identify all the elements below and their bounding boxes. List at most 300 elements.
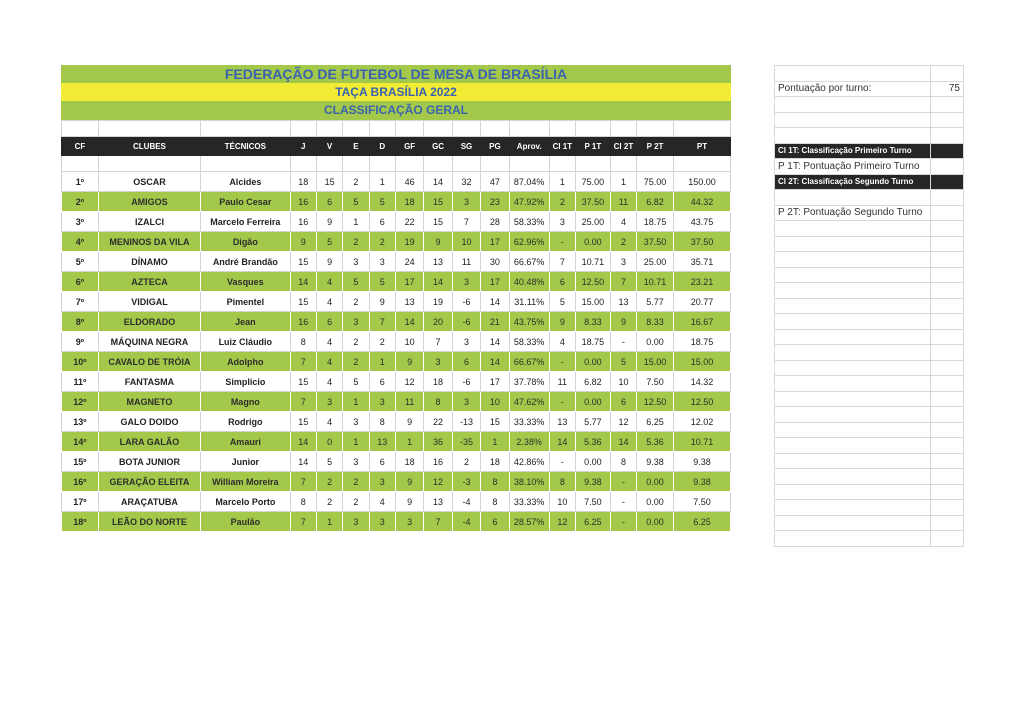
legend-row [775, 252, 964, 268]
empty-cell [424, 156, 452, 172]
table-row [62, 512, 731, 532]
coach-name: Vasques [201, 272, 291, 292]
table-cell: 10 [481, 392, 509, 412]
table-cell: 13 [424, 252, 452, 272]
table-cell: - [549, 452, 575, 472]
table-cell: 15 [481, 412, 509, 432]
table-cell: 0.00 [637, 472, 674, 492]
table-cell: 4º [62, 232, 99, 252]
legend-value-cell [931, 391, 964, 407]
coach-name: Junior [201, 452, 291, 472]
table-cell: 3 [452, 392, 480, 412]
table-cell: 16.67 [673, 312, 730, 332]
table-cell: 66.67% [509, 252, 549, 272]
legend-row [775, 143, 964, 159]
table-cell: 18 [395, 452, 423, 472]
legend-row [775, 531, 964, 547]
table-cell: 3 [343, 312, 369, 332]
empty-cell [452, 156, 480, 172]
legend-value-cell [931, 422, 964, 438]
club-name: CAVALO DE TRÓIA [98, 352, 200, 372]
coach-name: Marcelo Porto [201, 492, 291, 512]
table-cell: 0.00 [637, 492, 674, 512]
empty-cell [201, 156, 291, 172]
column-header: CLUBES [98, 137, 200, 156]
table-cell: 12º [62, 392, 99, 412]
table-cell: 18 [424, 372, 452, 392]
column-header: Cl 1T [549, 137, 575, 156]
table-cell: - [610, 472, 636, 492]
legend-table [774, 65, 964, 547]
legend-value-cell [931, 236, 964, 252]
empty-cell [98, 156, 200, 172]
legend-cell [775, 283, 931, 299]
table-cell: 12.50 [576, 272, 611, 292]
table-cell: 11 [610, 192, 636, 212]
table-cell: 28.57% [509, 512, 549, 532]
table-cell: 7.50 [673, 492, 730, 512]
table-cell: 7 [290, 392, 316, 412]
table-cell: 1 [343, 212, 369, 232]
legend-row [775, 391, 964, 407]
table-cell: 32 [452, 172, 480, 192]
legend-value-cell [931, 205, 964, 221]
legend-row [775, 205, 964, 221]
table-cell: -13 [452, 412, 480, 432]
table-cell: 9 [549, 312, 575, 332]
table-cell: 23 [481, 192, 509, 212]
legend-value-cell [931, 345, 964, 361]
legend-value-cell [931, 360, 964, 376]
empty-cell [610, 156, 636, 172]
table-cell: 9.38 [637, 452, 674, 472]
empty-cell [343, 156, 369, 172]
table-cell: 13 [610, 292, 636, 312]
table-cell: 14 [481, 332, 509, 352]
legend-value-cell [931, 329, 964, 345]
legend-row [775, 66, 964, 82]
table-cell: 3 [343, 512, 369, 532]
table-row [62, 392, 731, 412]
legend-row [775, 329, 964, 345]
section-title: CLASSIFICAÇÃO GERAL [61, 101, 731, 120]
table-row [62, 372, 731, 392]
coach-name: Simplicio [201, 372, 291, 392]
table-cell: 6 [316, 192, 342, 212]
table-cell: 8 [290, 332, 316, 352]
table-cell: 6.25 [673, 512, 730, 532]
legend-value-cell [931, 376, 964, 392]
table-row [62, 292, 731, 312]
table-cell: 9 [369, 292, 395, 312]
table-cell: -6 [452, 372, 480, 392]
table-cell: 2º [62, 192, 99, 212]
table-cell: 42.86% [509, 452, 549, 472]
legend-row [775, 128, 964, 144]
table-cell: 15 [316, 172, 342, 192]
table-cell: 18 [290, 172, 316, 192]
column-header: GC [424, 137, 452, 156]
empty-cell [576, 156, 611, 172]
legend-value-cell [931, 298, 964, 314]
table-cell: -4 [452, 512, 480, 532]
coach-name: William Moreira [201, 472, 291, 492]
table-cell: 7 [369, 312, 395, 332]
table-cell: 1º [62, 172, 99, 192]
table-cell: 9 [395, 492, 423, 512]
table-cell: 1 [316, 512, 342, 532]
table-cell: 31.11% [509, 292, 549, 312]
table-cell: 11 [549, 372, 575, 392]
legend-cell [775, 345, 931, 361]
table-cell: 5 [316, 232, 342, 252]
table-cell: 7 [549, 252, 575, 272]
coach-name: Luiz Cláudio [201, 332, 291, 352]
table-cell: 10.71 [576, 252, 611, 272]
table-cell: 3 [343, 452, 369, 472]
legend-key-dark: Cl 2T: Classificação Segundo Turno [775, 174, 931, 190]
legend-row [775, 453, 964, 469]
table-cell: 1 [610, 172, 636, 192]
table-cell: 4 [316, 332, 342, 352]
table-cell: 6 [452, 352, 480, 372]
table-cell: 2 [452, 452, 480, 472]
table-cell: 6.82 [637, 192, 674, 212]
table-row [62, 252, 731, 272]
empty-cell [290, 156, 316, 172]
table-cell: - [549, 232, 575, 252]
column-header: P 2T [637, 137, 674, 156]
legend-cell [775, 252, 931, 268]
empty-cell [316, 156, 342, 172]
legend-row [775, 81, 964, 97]
empty-cell [395, 156, 423, 172]
table-cell: 25.00 [637, 252, 674, 272]
table-cell: 14 [290, 432, 316, 452]
table-cell: 7 [424, 332, 452, 352]
column-header: SG [452, 137, 480, 156]
table-cell: 1 [369, 352, 395, 372]
legend-row [775, 500, 964, 516]
table-cell: 58.33% [509, 212, 549, 232]
header-row [62, 137, 731, 156]
table-cell: 33.33% [509, 412, 549, 432]
table-cell: 3 [343, 412, 369, 432]
table-cell: 9.38 [673, 452, 730, 472]
table-cell: 17 [395, 272, 423, 292]
table-cell: 3 [369, 252, 395, 272]
table-cell: 3 [452, 272, 480, 292]
table-cell: 16 [290, 212, 316, 232]
table-cell: 10 [452, 232, 480, 252]
table-cell: 2 [316, 472, 342, 492]
table-row [62, 472, 731, 492]
table-cell: 2.38% [509, 432, 549, 452]
coach-name: Rodrigo [201, 412, 291, 432]
table-cell: 14 [395, 312, 423, 332]
legend-value-cell [931, 453, 964, 469]
table-cell: 14 [290, 272, 316, 292]
table-cell: 14º [62, 432, 99, 452]
table-cell: 12.50 [637, 392, 674, 412]
table-cell: 17 [481, 372, 509, 392]
table-cell: 5 [549, 292, 575, 312]
table-cell: 1 [549, 172, 575, 192]
legend-cell [775, 453, 931, 469]
table-cell: 14 [290, 452, 316, 472]
coach-name: Pimentel [201, 292, 291, 312]
club-name: ELDORADO [98, 312, 200, 332]
table-cell: 8 [481, 472, 509, 492]
empty-cell [673, 121, 730, 137]
legend-row [775, 174, 964, 190]
table-cell: 5 [369, 192, 395, 212]
table-cell: 150.00 [673, 172, 730, 192]
table-cell: 2 [343, 292, 369, 312]
club-name: LEÃO DO NORTE [98, 512, 200, 532]
table-cell: 14 [481, 292, 509, 312]
table-cell: 7 [424, 512, 452, 532]
table-cell: 2 [343, 472, 369, 492]
table-cell: 17 [481, 232, 509, 252]
table-cell: 2 [369, 232, 395, 252]
legend-key: P 2T: Pontuação Segundo Turno [775, 205, 931, 221]
empty-cell [637, 156, 674, 172]
table-cell: 2 [343, 172, 369, 192]
table-cell: 18.75 [576, 332, 611, 352]
legend-row [775, 345, 964, 361]
table-row [62, 272, 731, 292]
table-cell: 14 [549, 432, 575, 452]
table-cell: 5.36 [637, 432, 674, 452]
table-row [62, 212, 731, 232]
legend-value-cell [931, 97, 964, 113]
table-cell: 5 [369, 272, 395, 292]
table-cell: 75.00 [637, 172, 674, 192]
legend-row [775, 422, 964, 438]
table-cell: 3 [369, 392, 395, 412]
legend-cell [775, 97, 931, 113]
table-cell: 87.04% [509, 172, 549, 192]
points-per-turn-value: 75 [931, 81, 964, 97]
table-cell: 14 [424, 172, 452, 192]
table-cell: 13 [395, 292, 423, 312]
coach-name: Paulo Cesar [201, 192, 291, 212]
table-cell: 4 [549, 332, 575, 352]
table-cell: -6 [452, 312, 480, 332]
table-cell: 10º [62, 352, 99, 372]
table-cell: 6 [481, 512, 509, 532]
table-cell: 2 [549, 192, 575, 212]
table-cell: 8 [610, 452, 636, 472]
legend-panel [774, 65, 963, 547]
table-cell: 9 [316, 252, 342, 272]
table-cell: 15.00 [576, 292, 611, 312]
legend-key-dark: Cl 1T: Classificação Primeiro Turno [775, 143, 931, 159]
table-cell: 37.78% [509, 372, 549, 392]
table-cell: 58.33% [509, 332, 549, 352]
legend-cell [775, 500, 931, 516]
table-cell: 4 [316, 272, 342, 292]
table-cell: 3 [343, 252, 369, 272]
table-cell: 4 [369, 492, 395, 512]
table-cell: 9.38 [673, 472, 730, 492]
table-cell: 2 [316, 492, 342, 512]
table-cell: 13º [62, 412, 99, 432]
legend-row [775, 97, 964, 113]
table-cell: 0.00 [576, 392, 611, 412]
table-cell: - [610, 512, 636, 532]
table-cell: 17 [481, 272, 509, 292]
club-name: VIDIGAL [98, 292, 200, 312]
coach-name: Paulão [201, 512, 291, 532]
table-cell: 15.00 [673, 352, 730, 372]
club-name: ARAÇATUBA [98, 492, 200, 512]
legend-cell [775, 422, 931, 438]
table-row [62, 412, 731, 432]
table-cell: 30 [481, 252, 509, 272]
legend-value-cell [931, 267, 964, 283]
table-cell: 5 [343, 272, 369, 292]
table-cell: 18 [395, 192, 423, 212]
legend-row [775, 515, 964, 531]
table-cell: 6.82 [576, 372, 611, 392]
empty-cell [62, 121, 99, 137]
legend-cell [775, 407, 931, 423]
table-cell: 18º [62, 512, 99, 532]
table-cell: 40.48% [509, 272, 549, 292]
legend-cell [775, 66, 931, 82]
table-cell: 13 [549, 412, 575, 432]
legend-value-cell [931, 314, 964, 330]
legend-value-cell [931, 469, 964, 485]
column-header: E [343, 137, 369, 156]
table-cell: 6º [62, 272, 99, 292]
legend-cell [775, 360, 931, 376]
table-cell: 3 [610, 252, 636, 272]
legend-value-cell [931, 174, 964, 190]
empty-cell [343, 121, 369, 137]
table-cell: 9.38 [576, 472, 611, 492]
table-cell: 6 [369, 452, 395, 472]
table-cell: 0.00 [576, 232, 611, 252]
table-cell: 0.00 [637, 512, 674, 532]
column-header: TÉCNICOS [201, 137, 291, 156]
empty-cell [509, 121, 549, 137]
table-cell: 15 [290, 252, 316, 272]
table-cell: 3º [62, 212, 99, 232]
empty-cell [62, 156, 99, 172]
table-cell: 10.71 [673, 432, 730, 452]
empty-cell [201, 121, 291, 137]
club-name: DÍNAMO [98, 252, 200, 272]
table-cell: 8 [481, 492, 509, 512]
table-cell: 5 [343, 372, 369, 392]
table-cell: 4 [316, 372, 342, 392]
legend-cell [775, 236, 931, 252]
table-row [62, 492, 731, 512]
table-cell: 8 [424, 392, 452, 412]
table-cell: 4 [316, 292, 342, 312]
table-row [62, 232, 731, 252]
table-row [62, 452, 731, 472]
table-row [62, 192, 731, 212]
table-cell: 6 [610, 392, 636, 412]
table-cell: 21 [481, 312, 509, 332]
table-cell: 5º [62, 252, 99, 272]
legend-cell [775, 376, 931, 392]
table-cell: 3 [452, 332, 480, 352]
legend-row [775, 484, 964, 500]
legend-row [775, 159, 964, 175]
table-cell: 15 [290, 412, 316, 432]
club-name: BOTA JUNIOR [98, 452, 200, 472]
table-cell: 11º [62, 372, 99, 392]
table-cell: 10.71 [637, 272, 674, 292]
table-cell: 44.32 [673, 192, 730, 212]
club-name: OSCAR [98, 172, 200, 192]
table-cell: 75.00 [576, 172, 611, 192]
table-cell: 15 [290, 292, 316, 312]
legend-cell [775, 267, 931, 283]
table-cell: 1 [343, 432, 369, 452]
legend-key: P 1T: Pontuação Primeiro Turno [775, 159, 931, 175]
table-cell: 9 [395, 352, 423, 372]
table-cell: 2 [343, 492, 369, 512]
column-header: J [290, 137, 316, 156]
table-cell: 22 [424, 412, 452, 432]
table-cell: 7 [290, 472, 316, 492]
table-cell: 3 [316, 392, 342, 412]
table-cell: -35 [452, 432, 480, 452]
table-cell: 6 [549, 272, 575, 292]
table-cell: 8.33 [576, 312, 611, 332]
table-cell: 2 [343, 332, 369, 352]
table-cell: 14.32 [673, 372, 730, 392]
legend-cell [775, 128, 931, 144]
table-cell: 24 [395, 252, 423, 272]
spacer-row [62, 121, 731, 137]
table-cell: 6.25 [637, 412, 674, 432]
table-cell: 62.96% [509, 232, 549, 252]
legend-cell [775, 515, 931, 531]
legend-row [775, 267, 964, 283]
table-cell: 9 [395, 472, 423, 492]
table-cell: 4 [316, 412, 342, 432]
table-cell: 14 [481, 352, 509, 372]
legend-row [775, 376, 964, 392]
table-cell: 16 [290, 192, 316, 212]
legend-cell [775, 221, 931, 237]
spacer-row [62, 156, 731, 172]
table-cell: 23.21 [673, 272, 730, 292]
table-cell: 38.10% [509, 472, 549, 492]
legend-value-cell [931, 252, 964, 268]
federation-title: FEDERAÇÃO DE FUTEBOL DE MESA DE BRASÍLIA [61, 65, 731, 83]
table-cell: 10 [549, 492, 575, 512]
table-cell: 37.50 [576, 192, 611, 212]
empty-cell [424, 121, 452, 137]
table-cell: -6 [452, 292, 480, 312]
points-per-turn-label: Pontuação por turno: [775, 81, 931, 97]
table-cell: 12 [610, 412, 636, 432]
table-cell: 9 [610, 312, 636, 332]
column-header: P 1T [576, 137, 611, 156]
empty-cell [369, 121, 395, 137]
table-cell: 18 [481, 452, 509, 472]
table-cell: 47.92% [509, 192, 549, 212]
table-cell: 5 [343, 192, 369, 212]
